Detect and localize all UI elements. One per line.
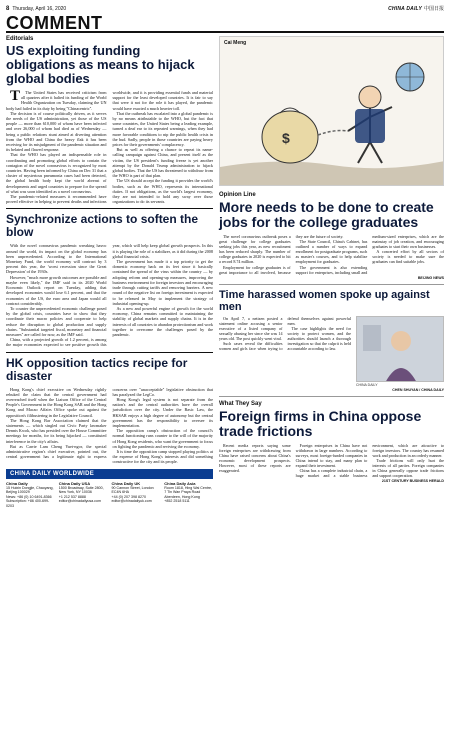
byline: 21ST CENTURY BUSINESS HERALD	[381, 479, 444, 484]
editorial-body-2	[6, 243, 213, 347]
paragraph: As a new and powerful engine of growth for the world economy, China remains committed to maintaining the stability of global markets and supply chains. It is in the interests of all countries to abandon protectionism and work together to overcome the challenges posed by the pandemic.	[112, 305, 213, 337]
opinion-column	[219, 36, 444, 483]
contacts-block	[6, 482, 213, 508]
paragraph: Trade frictions will only hurt the interests of all parties. Foreign companies in China generally oppose trade frictions and support cooperation.	[372, 458, 444, 479]
paragraph: The novel coronavirus outbreak poses a great challenge for college graduates seeking jobs this year, as new recruitment has been reduced sharply. The number of college graduates in 2020 is expected to hit a record 8.74 million.	[219, 234, 291, 265]
paragraph: Hong Kong's legal system is not separate from the nation's and the central authorities have the overall jurisdiction over the city. Under the Basic Law, the HKSAR enjoys a high degree of autonomy but the central government has the responsibility to oversee its implementation.	[112, 396, 213, 428]
contact-name: China Daily	[6, 480, 28, 486]
cartoonist-name: Cai Meng	[224, 40, 247, 46]
contact-name: China Daily Asia	[164, 480, 196, 486]
paragraph: However, "much more growth outcomes are possible and maybe even likely," the IMF said in its 2020 World Economic Outlook report on Tuesday, adding that developed economies would lose 6.1 percent, and that the economies of the US, the euro area and Japan would all contract considerably.	[6, 274, 107, 306]
contact-line: +1 212 537 8888	[58, 494, 86, 499]
divider	[6, 352, 213, 353]
opinion-line-label: Opinion Line	[219, 192, 256, 198]
paragraph: With the novel coronavirus pandemic wreaking havoc around the world, its impact on the global economy has been unprecedented. According to the International Monetary Fund, the world economy will contract by 3 percent this year, the 'worst recession since the Great Depression' of the 1930s.	[6, 243, 107, 275]
photo-block	[356, 316, 444, 387]
paragraph: On April 7, a netizen posted a statement online accusing a senior executive of a listed company of sexually abusing her since she was 14 years old. The post quickly went viral.	[219, 315, 283, 342]
date-line: Thursday, April 16, 2020	[12, 5, 67, 12]
editorial-body-3	[6, 387, 213, 465]
contact-line: Room 1818, Hing Wai Centre, 7 Tin Wan Praya Road	[164, 485, 213, 495]
contact-box	[6, 482, 55, 508]
paragraph: But as well as offering a chance to repeat its name-calling campaign against China, and present itself as the victim, the US president's funding freeze is yet another attempt by the Donald Trump administration to hijack global bodies. That the US has threatened to withdraw from the WHO is part of that plan.	[112, 147, 213, 179]
contact-line: News: +86 (0) 10 6491-8366	[6, 494, 52, 499]
paragraph: The State Council, China's Cabinet, has outlined a number of ways to expand enrollment for postgraduate programs, such as master's courses, and to help stabilize employment for graduates.	[295, 239, 368, 265]
divider	[219, 284, 444, 285]
opinion-story-2	[219, 316, 444, 387]
contact-line: Subscription: +86 400-699-0203	[6, 499, 50, 508]
paragraph: Foreign enterprises in China have not withdrawn in large numbers. According to surveys, most foreign-funded companies in China intend to stay, and many plan to expand their investment.	[295, 442, 368, 469]
paragraph: China, with a projected growth of 1.2 percent, is among the major economies expected to see positive growth this year, which will help keep global growth prospects. In this it is playing the role of a stabilizer, as it did during the 2008 global financial crisis.	[6, 243, 213, 348]
divider	[6, 208, 213, 209]
paragraph: Such cases reveal the difficulties women and girls face when trying to defend themselves against powerful men.	[219, 315, 351, 352]
cartoon-illustration	[220, 37, 444, 186]
opinion-body-2	[219, 316, 351, 387]
paragraph: That the outbreak has escalated into a global pandemic is by no means attributable to the WHO, but the fact that some countries, the United States being a leading example, turned a deaf ear to its repeated warnings, when they had more favorable conditions to nip the public health crisis in the bud. Sadly, people in those countries are paying heavy prices for their governments' complacency.	[112, 110, 213, 148]
contact-line: +44 (0) 207 398 8270	[111, 494, 146, 499]
paragraph: The decision is of course politically driven, as it serves the needs of the US administration, yet those of the US people — more than 610,000 of whom have been infected and over 26,000 of whom had died as of Wednesday — being a public relations stunt aimed at diverting attention from the WHO and China the heavy flak it has been receiving for its misjudgment of the pandemic situation and its belated and flawed response.	[6, 110, 107, 153]
contact-name: China Daily USA	[58, 480, 91, 486]
paragraph: China has a complete industrial chain, a huge market and a stable business environment, which are attractive to foreign investors. The country has resumed work and production in an orderly manner.	[295, 442, 444, 479]
paragraph: To counter the unprecedented economic challenge posed by the global crisis, countries have to show that they coordinate their macro policies and cooperate to help reduce the disruption to global production and supply chains. "Substantial targeted fiscal, monetary and financial measures" are called for now, as the IMF said.	[6, 305, 107, 337]
paragraph: Hong Kong's chief executive on Wednesday rightly rebuked the claim that the central government had overreached itself when the Liaison Office of the Central People's Government in the Hong Kong SAR and the Hong Kong and Macao Affairs Office spoke out against the opposition's filibustering in the Legislative Council.	[6, 386, 107, 418]
page-number: 8	[6, 5, 10, 12]
top-bar	[6, 4, 444, 13]
paragraph: But as Carrie Lam Cheng Yuet-ngor, the special administrative region's chief executive, pointed out, the central government has a legitimate right to express concerns over "unacceptable" legislative obstruction that has paralyzed the LegCo.	[6, 386, 213, 460]
paragraph: Recent media reports saying some foreign enterprises are withdrawing from China have raised concerns about China's economic development prospects. However, most of these reports are exaggerated.	[219, 442, 291, 474]
contact-line: 90 Cannon Street, London EC4N 6HA	[111, 485, 154, 495]
photo-illustration	[357, 317, 444, 382]
editorial-body-1	[6, 90, 213, 204]
drop-cap: T	[10, 88, 21, 104]
contact-line: Aberdeen, Hong Kong	[164, 494, 200, 499]
what-they-say-label: What They Say	[219, 400, 262, 407]
worldwide-bar: CHINA DAILY WORLDWIDE	[6, 469, 213, 479]
contact-line: 1500 Broadway, Suite 2800, New York, NY 10036	[58, 485, 104, 495]
editorials-label: Editorials	[6, 36, 34, 42]
paragraph: The case highlights the need for society to protect women, and the authorities should launch a thorough investigation so that the culprit is held accountable according to law.	[287, 325, 351, 352]
paragraph: The pandemic-related measures it recommended have proved effective in helping to prevent deaths and infections worldwide, and it is providing essential funds and material support for the least developed countries. It is fair to say that were it not for the role it has played, the pandemic would have exacted a much heavier toll.	[6, 90, 213, 205]
paragraph: It is time the opposition camp stopped playing politics at the expense of Hong Kong's interests and did something constructive for the city and its people.	[112, 448, 213, 465]
paragraph: Employment for college graduates is of great importance to all involved, because they are the future of society.	[219, 234, 344, 275]
editorial-headline-1: US exploiting funding obligations as means to hijack global bodies	[6, 43, 195, 86]
svg-text:$: $	[282, 130, 290, 146]
contact-name: China Daily UK	[111, 480, 141, 486]
editorial-cartoon	[219, 36, 444, 186]
paragraph: The Hong Kong Bar Association claimed that the statements — which singled out Civic Party lawmaker Dennis Kwok, who has presided over the House Committee meetings for months, for its being hijacked — constituted interference in the city's affairs.	[6, 417, 107, 444]
contact-line: +852 2518 5111	[164, 499, 190, 504]
paragraph: The government is also extending support for enterprises, including small and medium-sized enterprises, which are the mainstay of job creation, and encouraging graduates to start their own businesses.	[295, 234, 444, 275]
brand-chinese: 中国日报	[423, 6, 444, 12]
paragraph: That the WHO has played an indispensable role in coordinating and promoting global efforts to contain the contagion of the novel coronavirus is recognized by most countries. Having been informed by China on Dec 31 that a cluster of mysterious pneumonia cases had been detected, the global health body kept the world abreast of developments and urged countries to prepare for the spread of what was soon identified as a novel coronavirus.	[6, 152, 107, 194]
byline: CHEN SHUYAN / CHINA DAILY	[392, 387, 444, 392]
section-title: COMMENT	[6, 13, 103, 33]
editorials-column	[6, 36, 213, 508]
photo-caption: CHINA DAILY	[356, 382, 378, 387]
paragraph: The US should accept the funding it provides the world's bodies, such as the WHO, represents its international duties. If not obligations, as the world's largest economy, they are not intended to hold any sway over those organizations to do its servants.	[112, 178, 213, 205]
editorial-headline-3: HK opposition tactics recipe for disaster	[6, 355, 188, 383]
opinion-body-1	[219, 234, 444, 275]
paragraph: The opposition camp's obstruction of the council's normal functioning runs counter to the will of the majority of Hong Kong residents, who want the government to focus on fighting the pandemic and reviving the economy.	[112, 428, 213, 449]
contact-line: editor@chinadailyusa.com	[58, 499, 101, 504]
news-photo	[356, 316, 444, 382]
contact-box	[112, 482, 161, 508]
paragraph: The United States has received criticism from all quarters after it halted its funding of the World Health Organization on Tuesday, claiming the UN body had failed in its duty by being "Chinacentric".	[6, 90, 107, 111]
divider	[219, 396, 444, 397]
editorial-headline-2: Synchronize actions to soften the blow	[6, 212, 199, 240]
contact-box	[59, 482, 108, 508]
brand-name: CHINA DAILY	[388, 5, 422, 12]
opinion-headline-1: More needs to be done to create jobs for the college graduates	[219, 199, 434, 230]
opinion-headline-2: Time harassed women spoke up against men	[219, 288, 430, 313]
contact-line: editor@chinadailyuk.com	[111, 499, 152, 504]
contact-box	[164, 482, 213, 508]
contact-line: 15 Huixin Dongjie, Chaoyang, Beijing 100029	[6, 485, 54, 495]
paragraph: A concerted effort by all sectors of society is needed to make sure the graduates can find suitable jobs.	[372, 249, 444, 265]
opinion-body-3	[219, 443, 444, 479]
paragraph: The government has made it a top priority to get the domestic economy back on its feet since it basically contained the spread of the virus within the country — by adopting reform and opening-up measures, improving the business environment for foreign investors and encouraging trade through cutting tariffs and removing barriers. A new round of the negative list on foreign investment is expected to be released in May to implement the strategy of industrial opening-up.	[112, 259, 213, 306]
section-masthead	[6, 13, 444, 33]
opinion-headline-3: Foreign firms in China oppose trade frictions	[219, 407, 422, 439]
byline: BEIJING NEWS	[417, 275, 444, 280]
